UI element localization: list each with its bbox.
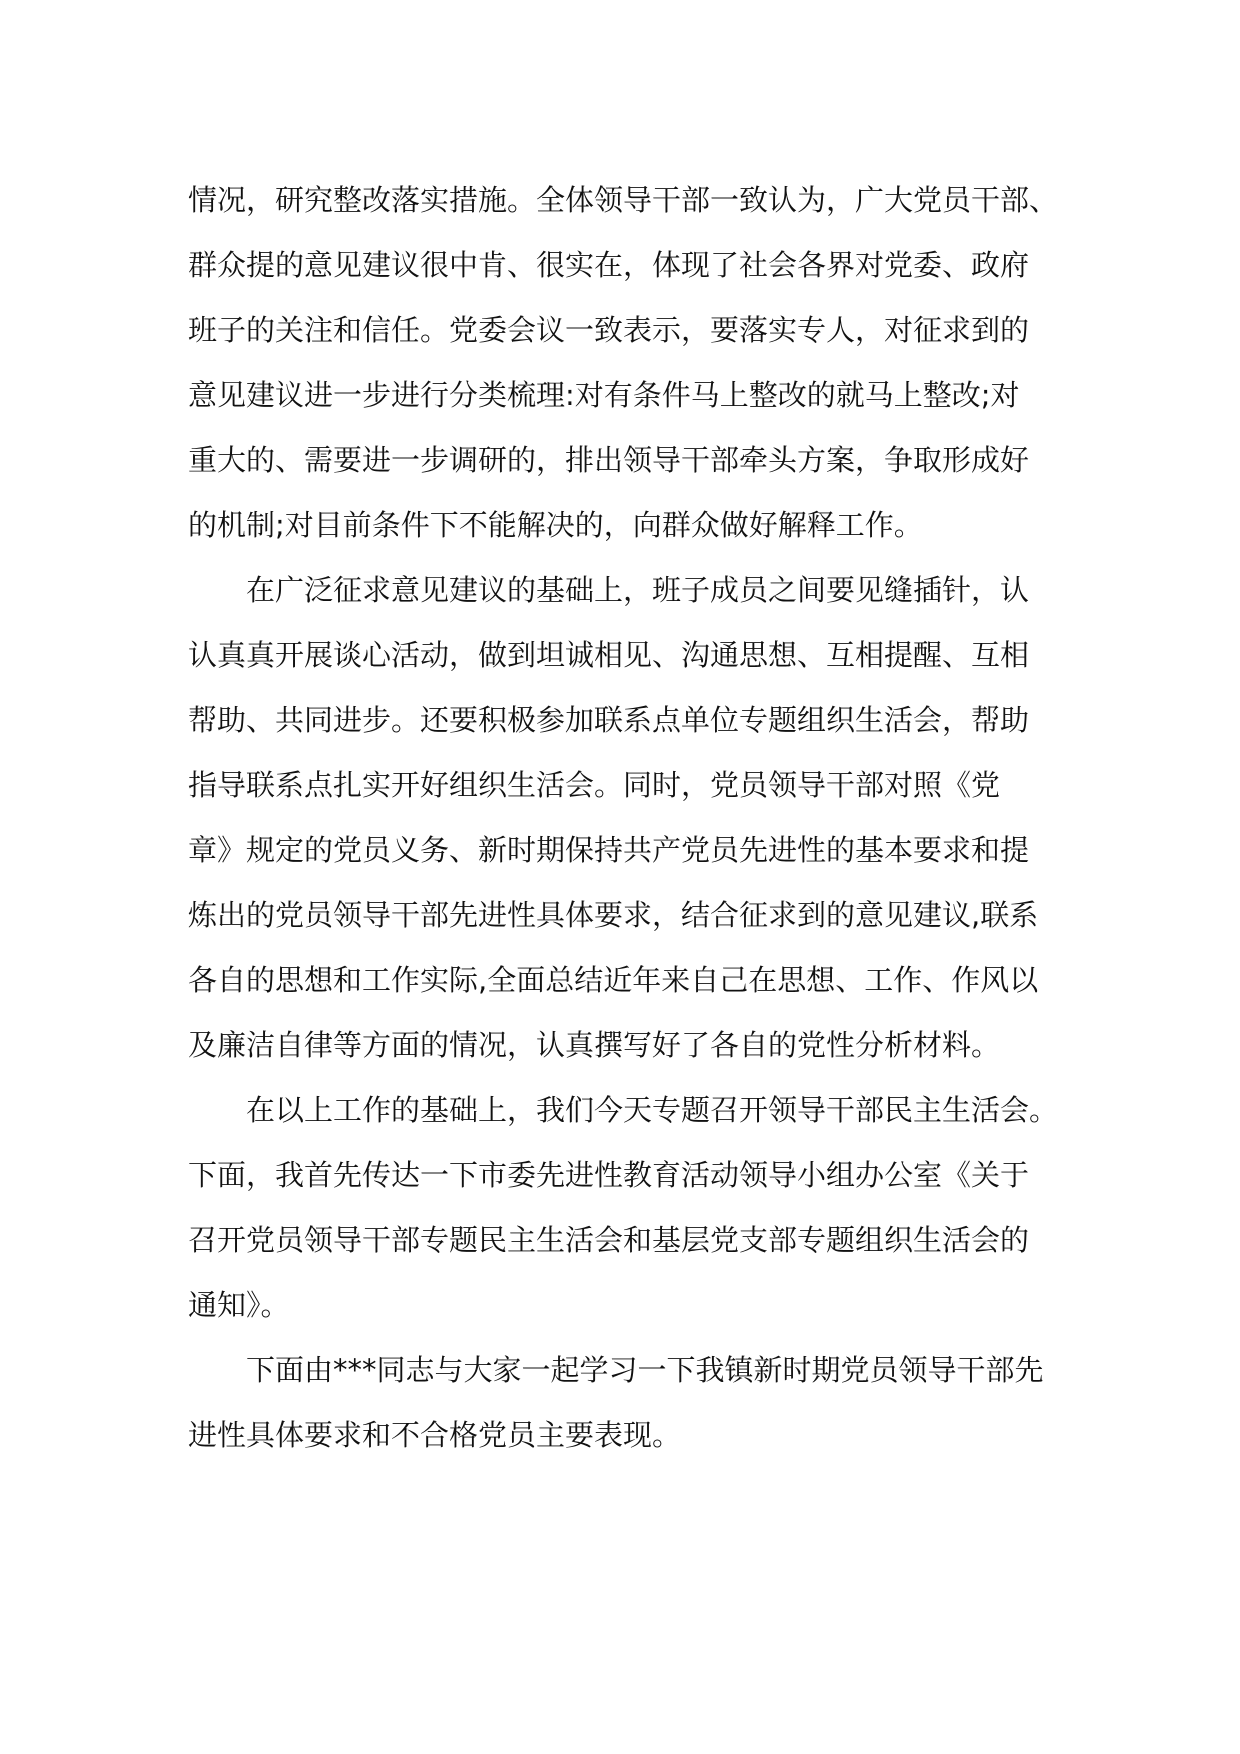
text-line: 章》规定的党员义务、新时期保持共产党员先进性的基本要求和提 bbox=[188, 833, 1030, 867]
text-line: 班子的关注和信任。党委会议一致表示，要落实专人，对征求到的 bbox=[188, 313, 1030, 347]
document-body bbox=[188, 168, 1058, 1468]
text-line: 重大的、需要进一步调研的，排出领导干部牵头方案，争取形成好 bbox=[188, 443, 1030, 477]
text-line: 召开党员领导干部专题民主生活会和基层党支部专题组织生活会的 bbox=[188, 1223, 1030, 1257]
text-line: 各自的思想和工作实际,全面总结近年来自己在思想、工作、作风以 bbox=[188, 963, 1039, 997]
text-line: 认真真开展谈心活动，做到坦诚相见、沟通思想、互相提醒、互相 bbox=[188, 638, 1030, 672]
text-line: 指导联系点扎实开好组织生活会。同时，党员领导干部对照《党 bbox=[188, 768, 1001, 802]
text-line: 进性具体要求和不合格党员主要表现。 bbox=[188, 1418, 682, 1452]
text-line: 炼出的党员领导干部先进性具体要求，结合征求到的意见建议,联系 bbox=[188, 898, 1039, 932]
paragraph-2 bbox=[188, 558, 1058, 1078]
paragraph-1 bbox=[188, 168, 1058, 558]
text-line: 下面，我首先传达一下市委先进性教育活动领导小组办公室《关于 bbox=[188, 1158, 1030, 1192]
text-line: 帮助、共同进步。还要积极参加联系点单位专题组织生活会，帮助 bbox=[188, 703, 1030, 737]
text-line: 在以上工作的基础上，我们今天专题召开领导干部民主生活会。 bbox=[246, 1093, 1059, 1127]
text-line: 意见建议进一步进行分类梳理:对有条件马上整改的就马上整改;对 bbox=[188, 378, 1020, 412]
text-line: 的机制;对目前条件下不能解决的，向群众做好解释工作。 bbox=[188, 508, 923, 542]
text-line: 通知》。 bbox=[188, 1288, 290, 1322]
text-line: 情况，研究整改落实措施。全体领导干部一致认为，广大党员干部、 bbox=[188, 183, 1059, 217]
text-line: 及廉洁自律等方面的情况，认真撰写好了各自的党性分析材料。 bbox=[188, 1028, 1001, 1062]
paragraph-4 bbox=[188, 1338, 1058, 1468]
text-line: 在广泛征求意见建议的基础上，班子成员之间要见缝插针，认 bbox=[246, 573, 1030, 607]
text-line: 下面由***同志与大家一起学习一下我镇新时期党员领导干部先 bbox=[246, 1353, 1044, 1387]
paragraph-3 bbox=[188, 1078, 1058, 1338]
text-line: 群众提的意见建议很中肯、很实在，体现了社会各界对党委、政府 bbox=[188, 248, 1030, 282]
